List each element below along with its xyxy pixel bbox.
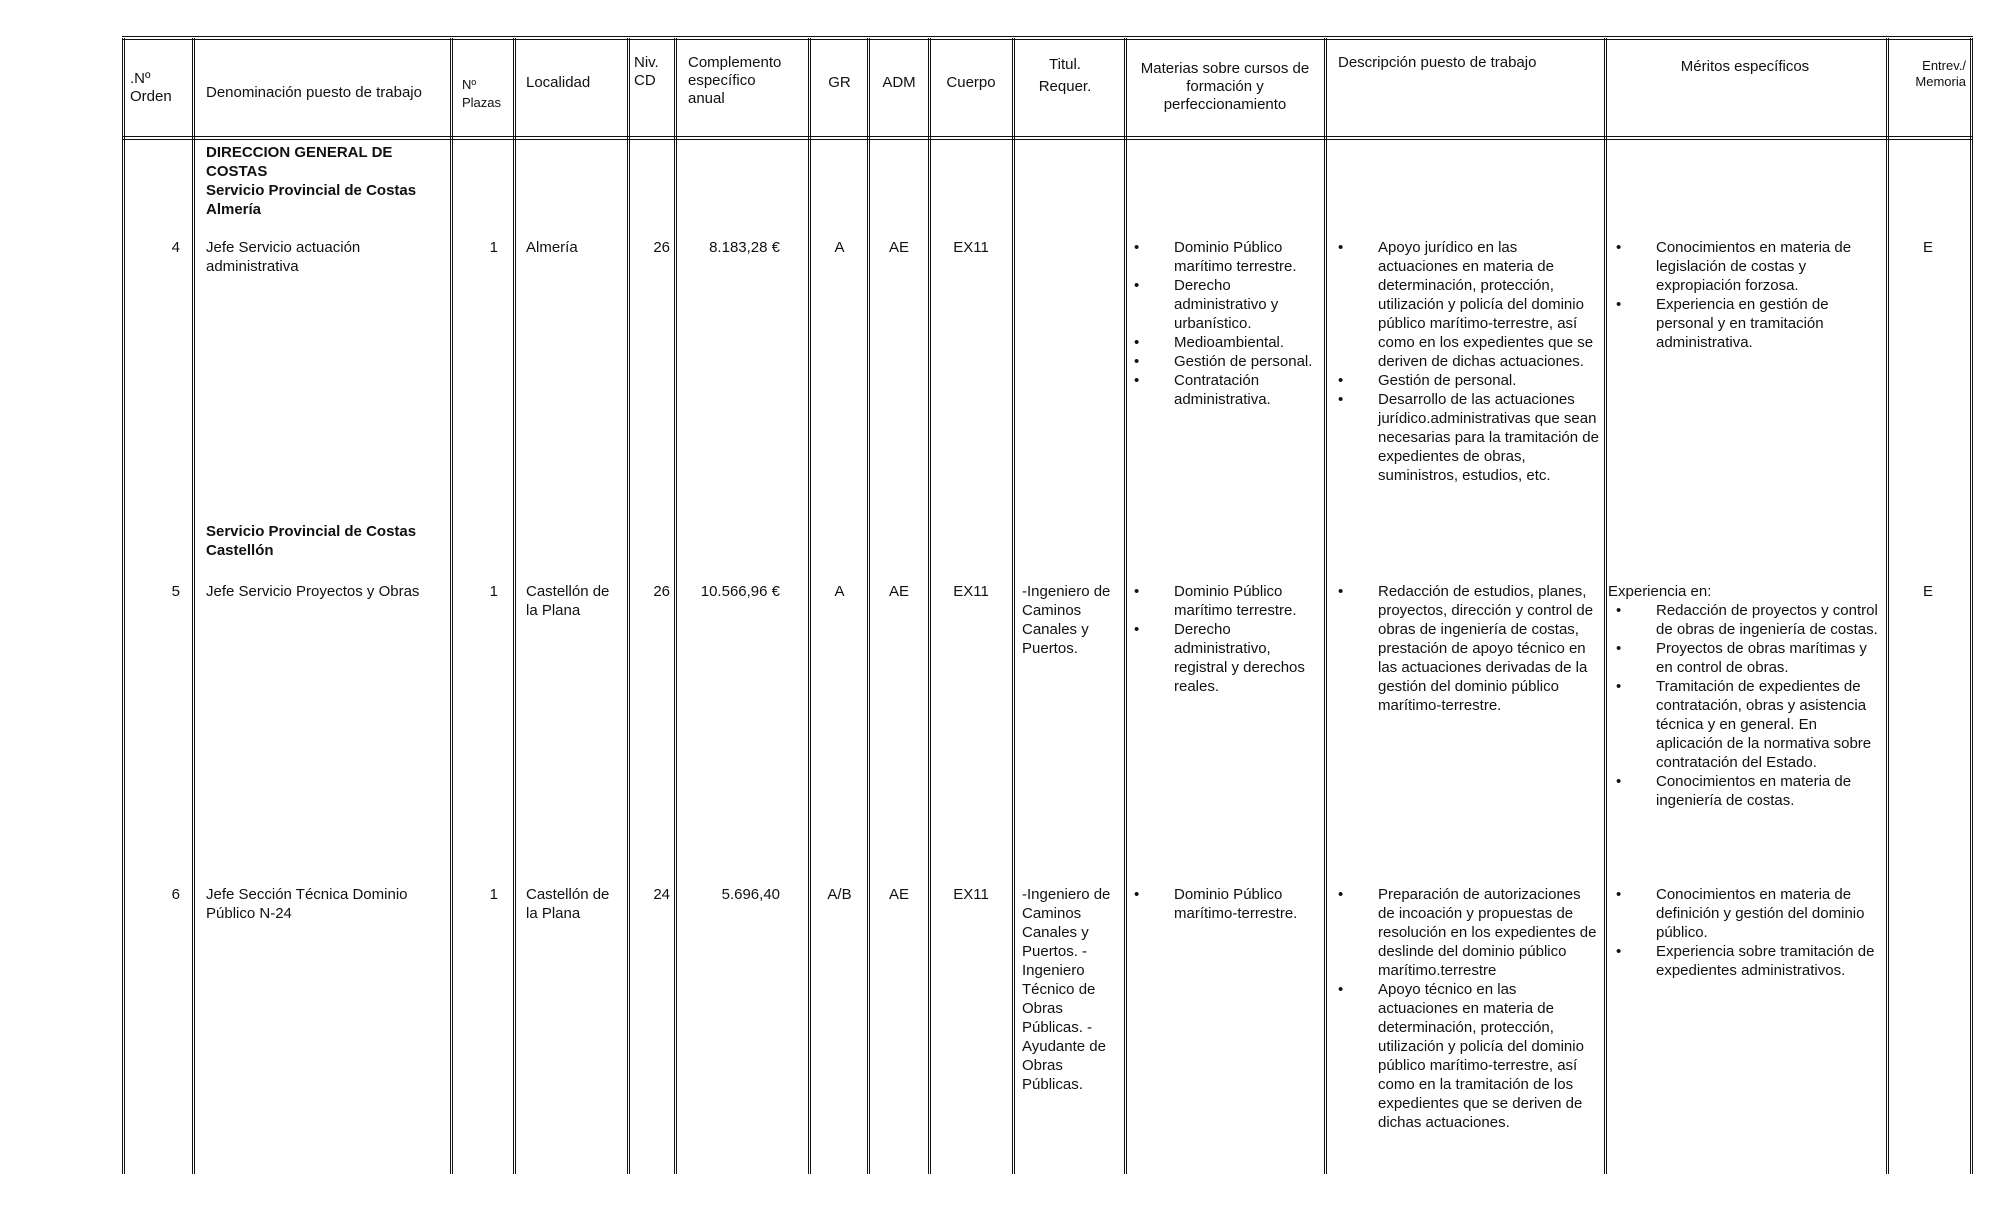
- meritos-list: [1612, 885, 1882, 980]
- cell-titulacion: -Ingeniero de Caminos Canales y Puertos.: [1022, 583, 1111, 657]
- header-cuerpo: Cuerpo: [946, 74, 996, 91]
- cell-titulacion: -Ingeniero de Caminos Canales y Puertos. -Ingeniero Técnico de Obras Públicas. -Ayudante de Obras Públicas.: [1022, 886, 1111, 1093]
- column-divider: [1012, 38, 1015, 1174]
- cell-descripcion: [1334, 238, 1600, 485]
- cell-denominacion: Jefe Servicio Proyectos y Obras: [206, 583, 420, 600]
- list-item: • Gestión de personal.: [1130, 352, 1320, 371]
- cell-complemento: 8.183,28 €: [709, 239, 780, 256]
- cell-materias: [1130, 582, 1320, 696]
- header-adm: ADM: [882, 74, 916, 91]
- column-divider: [513, 38, 516, 1174]
- list-item: • Desarrollo de las actuaciones jurídico.administrativas que sean necesarias para la tramitación de expedientes de obras, suministros, estudios, etc.: [1334, 390, 1600, 485]
- cell-adm: AE: [888, 886, 909, 903]
- cell-nivel: 26: [653, 239, 670, 256]
- row-divider: [122, 136, 1973, 140]
- cell-complemento: 5.696,40: [721, 886, 780, 903]
- cell-descripcion: [1334, 582, 1600, 715]
- cell-nivel: 26: [653, 583, 670, 600]
- list-item: • Apoyo jurídico en las actuaciones en materia de determinación, protección, utilización y policía del dominio público marítimo-terrestre, así como en los expedientes que se deriven de dichas actuaciones.: [1334, 238, 1600, 371]
- cell-plazas: 1: [489, 239, 498, 256]
- cell-gr: A: [834, 583, 845, 600]
- list-item: • Conocimientos en materia de ingeniería de costas.: [1612, 772, 1882, 810]
- descripcion-list: [1334, 885, 1600, 1132]
- header-descripcion: Descripción puesto de trabajo: [1338, 54, 1537, 71]
- cell-localidad: Castellón de la Plana: [526, 583, 610, 619]
- list-item: • Dominio Público marítimo terrestre.: [1130, 582, 1320, 620]
- column-divider: [1886, 38, 1889, 1174]
- meritos-list: [1612, 601, 1882, 810]
- descripcion-list: [1334, 582, 1600, 715]
- list-item: • Dominio Público marítimo terrestre.: [1130, 238, 1320, 276]
- column-divider: [1324, 38, 1327, 1174]
- list-item: • Derecho administrativo y urbanístico.: [1130, 276, 1320, 333]
- header-complemento: Complemento específico anual: [688, 54, 782, 107]
- cell-adm: AE: [888, 583, 909, 600]
- list-item: • Preparación de autorizaciones de incoación y propuestas de resolución en los expedientes de deslinde del dominio público marítimo.terrestre: [1334, 885, 1600, 980]
- header-denominacion: Denominación puesto de trabajo: [206, 84, 422, 101]
- column-divider: [450, 38, 453, 1174]
- cell-localidad: Almería: [526, 239, 578, 256]
- cell-orden: 4: [171, 239, 180, 256]
- cell-plazas: 1: [489, 886, 498, 903]
- column-divider: [627, 38, 630, 1174]
- list-item: • Tramitación de expedientes de contratación, obras y asistencia técnica y en general. En aplicación de la normativa sobre contratación del Estado.: [1612, 677, 1882, 772]
- column-divider: [192, 38, 195, 1174]
- list-item: • Proyectos de obras marítimas y en control de obras.: [1612, 639, 1882, 677]
- list-item: • Conocimientos en materia de legislación de costas y expropiación forzosa.: [1612, 238, 1882, 295]
- cell-materias: [1130, 885, 1320, 923]
- cell-cuerpo: EX11: [953, 583, 989, 600]
- meritos-intro: Experiencia en:: [1608, 583, 1712, 600]
- cell-orden: 6: [171, 886, 180, 903]
- header-titulacion: Titul. Requer.: [1038, 56, 1092, 95]
- column-divider: [1124, 38, 1127, 1174]
- materias-list: [1130, 582, 1320, 696]
- cell-entrevista: E: [1922, 239, 1933, 256]
- cell-entrevista: E: [1922, 583, 1933, 600]
- list-item: • Redacción de estudios, planes, proyectos, dirección y control de obras de ingeniería de costas, prestación de apoyo técnico en las actuaciones derivadas de la gestión del dominio público marítimo-terrestre.: [1334, 582, 1600, 715]
- cell-plazas: 1: [489, 583, 498, 600]
- cell-descripcion: [1334, 885, 1600, 1132]
- header-plazas: Nº Plazas: [462, 77, 502, 110]
- column-divider: [674, 38, 677, 1174]
- cell-orden: 5: [171, 583, 180, 600]
- cell-gr: A/B: [827, 886, 852, 903]
- list-item: • Dominio Público marítimo-terrestre.: [1130, 885, 1320, 923]
- cell-meritos: [1608, 582, 1882, 810]
- list-item: • Apoyo técnico en las actuaciones en materia de determinación, protección, utilización y policía del dominio público marítimo-terrestre, así como en la tramitación de los expedientes que se deriven de dichas actuaciones.: [1334, 980, 1600, 1132]
- header-materias: Materias sobre cursos de formación y perfeccionamiento: [1140, 60, 1310, 113]
- cell-denominacion: Jefe Sección Técnica Dominio Público N-24: [206, 886, 408, 922]
- descripcion-list: [1334, 238, 1600, 485]
- column-divider: [867, 38, 870, 1174]
- cell-localidad: Castellón de la Plana: [526, 886, 610, 922]
- header-entrevista: Entrev./ Memoria: [1915, 58, 1966, 89]
- cell-nivel: 24: [653, 886, 670, 903]
- list-item: • Conocimientos en materia de definición y gestión del dominio público.: [1612, 885, 1882, 942]
- header-gr: GR: [828, 74, 851, 91]
- cell-denominacion: Jefe Servicio actuación administrativa: [206, 239, 361, 275]
- header-meritos: Méritos específicos: [1680, 58, 1810, 75]
- section-direccion-general: DIRECCION GENERAL DE COSTAS: [206, 144, 393, 180]
- cell-adm: AE: [888, 239, 909, 256]
- cell-complemento: 10.566,96 €: [700, 583, 780, 600]
- cell-cuerpo: EX11: [953, 886, 989, 903]
- section-castellon: Servicio Provincial de Costas Castellón: [206, 523, 417, 559]
- list-item: • Derecho administrativo, registral y derechos reales.: [1130, 620, 1320, 696]
- cell-meritos: [1612, 238, 1882, 352]
- header-nivel: Niv. CD: [634, 54, 659, 89]
- list-item: • Experiencia en gestión de personal y en tramitación administrativa.: [1612, 295, 1882, 352]
- row-divider: [122, 36, 1973, 40]
- list-item: • Medioambiental.: [1130, 333, 1320, 352]
- header-localidad: Localidad: [526, 74, 591, 91]
- materias-list: [1130, 238, 1320, 409]
- cell-gr: A: [834, 239, 845, 256]
- column-divider: [928, 38, 931, 1174]
- header-orden: .Nº Orden: [130, 70, 172, 105]
- column-divider: [1970, 38, 1973, 1174]
- list-item: • Contratación administrativa.: [1130, 371, 1320, 409]
- column-divider: [808, 38, 811, 1174]
- column-divider: [122, 38, 125, 1174]
- list-item: • Gestión de personal.: [1334, 371, 1600, 390]
- column-divider: [1604, 38, 1607, 1174]
- cell-meritos: [1612, 885, 1882, 980]
- section-almeria: Servicio Provincial de Costas Almería: [206, 182, 417, 218]
- materias-list: [1130, 885, 1320, 923]
- meritos-list: [1612, 238, 1882, 352]
- list-item: • Redacción de proyectos y control de obras de ingeniería de costas.: [1612, 601, 1882, 639]
- list-item: • Experiencia sobre tramitación de expedientes administrativos.: [1612, 942, 1882, 980]
- cell-materias: [1130, 238, 1320, 409]
- cell-cuerpo: EX11: [953, 239, 989, 256]
